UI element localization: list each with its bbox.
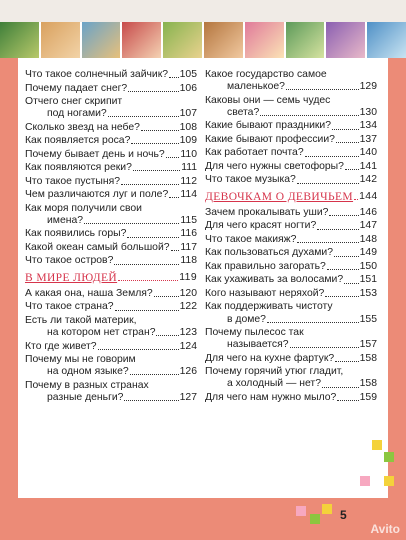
toc-entry-title: Что такое макияж? [205,233,297,245]
toc-page-number: 106 [179,82,197,94]
toc-page-number: 129 [359,81,377,93]
toc-entry [205,220,377,232]
photo-strip [0,22,406,58]
dot-leader [334,256,359,257]
toc-entry-row [205,353,377,365]
dot-leader [335,361,358,362]
photo-children-4 [122,22,161,58]
toc-entry-title: Какие бывают праздники? [205,120,331,132]
photo-children-8 [286,22,325,58]
toc-entry [25,315,197,339]
toc-page-number: 122 [179,301,197,313]
dot-leader [345,169,359,170]
decorative-square [384,452,394,462]
toc-entry [25,288,197,300]
dot-leader [297,183,359,184]
toc-page-number: 150 [359,260,377,272]
dot-leader [84,223,179,224]
toc-entry [25,135,197,147]
photo-children-1 [0,22,39,58]
toc-page-number: 119 [179,271,197,283]
toc-entry-row [25,135,197,147]
toc-page-number: 130 [359,106,377,118]
toc-entry-title: Для чего на кухне фартук? [205,352,335,364]
toc-page-number: 146 [359,206,377,218]
toc-entry-title: на одном языке? [47,366,129,378]
toc-entry-title: Как появляется роса? [25,135,131,147]
toc-entry [25,96,197,120]
photo-children-5 [163,22,202,58]
toc-entry [205,301,377,325]
toc-entry-title: Отчего снег скрипит [25,96,123,107]
toc-page-number: 137 [359,133,377,145]
dot-leader [169,197,179,198]
toc-entry-title: разные деньги? [47,391,124,403]
toc-entry-title: Как моря получили свои [25,202,142,214]
toc-entry-row [205,314,377,326]
decorative-square [384,476,394,486]
toc-entry [205,288,377,300]
toc-entry-title: маленькое? [227,81,285,93]
photo-children-6 [204,22,243,58]
toc-page-number: 141 [359,160,377,172]
toc-entry-row [205,261,377,273]
toc-entry-title: Почему мы не говорим [25,354,136,366]
toc-entry-title: Почему горячий утюг гладит, [205,366,344,378]
toc-entry-row [25,176,197,188]
toc-entry-row [25,392,197,404]
toc-entry [25,122,197,134]
toc-entry-row [25,327,197,339]
toc-entry [205,274,377,286]
toc-entry-row [25,122,197,134]
toc-entry-title: Что такое пустыня? [25,175,121,187]
toc-entry-title: Какое государство самое [205,69,327,80]
toc-entry-row [205,147,377,159]
photo-children-7 [245,22,284,58]
toc-page-number: 155 [359,313,377,325]
toc-entry-row [205,220,377,232]
dot-leader [133,170,180,171]
toc-entry-title: Почему бывает день и ночь? [25,148,165,160]
decorative-square [360,476,370,486]
dot-leader [325,296,358,297]
dot-leader [329,215,358,216]
toc-entry-row [205,274,377,286]
toc-entry-row [25,108,197,120]
toc-entry-row [25,83,197,95]
toc-entry-title: а холодный — нет? [227,378,321,390]
toc-page-number: 142 [359,174,377,186]
dot-leader [286,89,359,90]
toc-entry-title: Какой океан самый большой? [25,241,170,253]
dot-leader [118,280,178,281]
toc-entry-row [205,161,377,173]
toc-entry [205,392,377,404]
toc-entry-title: Какие бывают профессии? [205,133,335,145]
toc-entry [205,207,377,219]
dot-leader [154,296,179,297]
toc-entry [205,161,377,173]
toc-page-number: 144 [359,190,378,202]
decorative-square [372,440,382,450]
toc-entry [25,341,197,353]
photo-children-3 [82,22,121,58]
watermark: Avito [370,522,400,536]
section-title: ДЕВОЧКАМ О ДЕВИЧЬЕМ [205,190,354,203]
decorative-square [310,514,320,524]
toc-entry-row [205,288,377,300]
toc-entry-title: Что такое солнечный зайчик? [25,69,169,80]
toc-page-number: 126 [179,366,197,378]
dot-leader [297,242,358,243]
dot-leader [337,400,358,401]
decorative-square [372,464,382,474]
toc-entry-row [25,272,197,284]
dot-leader [267,322,359,323]
dot-leader [171,250,180,251]
photo-children-10 [367,22,406,58]
toc-entry-title: Кто где живет? [25,340,97,352]
toc-entry [25,380,197,404]
toc-entry-row [25,189,197,201]
toc-entry-row [205,107,377,119]
toc-entry-row [25,366,197,378]
toc-entry-title: Почему падает снег? [25,82,128,94]
toc-entry [205,327,377,351]
dot-leader [108,116,179,117]
toc-page-number: 148 [359,233,377,245]
toc-entry-row [205,339,377,351]
toc-entry-row [205,81,377,93]
dot-leader [98,349,179,350]
dot-leader [166,157,180,158]
toc-section-heading [205,191,377,203]
toc-entry [25,189,197,201]
toc-page-number: 107 [179,108,197,120]
toc-entry [25,83,197,95]
toc-page-number: 114 [180,189,197,201]
toc-entry-title: имена? [47,214,84,226]
toc-entry-title: называется? [227,339,289,351]
toc-entry [205,247,377,259]
toc-entry [205,261,377,273]
toc-entry [205,174,377,186]
toc-entry-row [205,392,377,404]
toc-entry-title: Что такое страна? [25,301,114,313]
toc-page-number: 108 [179,121,197,133]
toc-entry-title: Почему в разных странах [25,379,149,391]
toc-entry-title: Кого называют неряхой? [205,287,325,299]
page-number: 5 [340,508,347,522]
toc-entry-title: Почему пылесос так [205,327,304,339]
dot-leader [322,387,359,388]
toc-entry-row [205,191,377,203]
toc-page-number: 105 [179,69,197,80]
toc-entry-title: Как появляются реки? [25,162,132,174]
toc-entry-title: Зачем прокалывать уши? [205,206,329,218]
toc-page-number: 123 [179,327,197,339]
toc-left-column [25,69,197,405]
toc-page-number: 115 [180,214,197,226]
toc-page-number: 159 [359,391,377,403]
toc-entry-row [25,341,197,353]
toc-page-number: 149 [359,247,377,259]
toc-entry [205,366,377,390]
toc-entry-title: Как поддерживать чистоту [205,301,333,313]
toc-entry-title: Для чего красят ногти? [205,220,317,232]
toc-entry-row [205,378,377,390]
toc-entry-row [205,174,377,186]
toc-entry [25,228,197,240]
toc-entry-row [25,69,197,81]
toc-entry-row [25,162,197,174]
dot-leader [124,400,178,401]
toc-page-number: 110 [180,148,197,160]
dot-leader [156,335,178,336]
toc-entry-title: Есть ли такой материк, [25,314,137,326]
dot-leader [336,142,359,143]
section-title: В МИРЕ ЛЮДЕЙ [25,271,118,284]
dot-leader [169,77,179,78]
toc-entry-title: Сколько звезд на небе? [25,121,140,133]
toc-page-number: 147 [359,220,377,232]
dot-leader [131,143,178,144]
dot-leader [130,374,179,375]
toc-entry-title: Как появились горы? [25,228,127,240]
toc-entry [25,203,197,227]
toc-entry [205,353,377,365]
toc-entry [205,95,377,119]
toc-page-number: 134 [359,120,377,132]
toc-entry [25,162,197,174]
toc-entry [25,176,197,188]
dot-leader [115,310,179,311]
decorative-square [372,488,382,498]
toc-entry [205,69,377,93]
toc-entry-title: под ногами? [47,108,107,120]
dot-leader [127,237,179,238]
toc-page-number: 151 [359,274,377,286]
toc-page-number: 158 [359,352,377,364]
toc-entry-row [205,120,377,132]
toc-page-number: 124 [179,340,197,352]
toc-section-heading [25,272,197,284]
dot-leader [344,283,359,284]
toc-entry-title: Что такое остров? [25,255,114,267]
toc-entry-row [25,242,197,254]
toc-entry [25,301,197,313]
toc-entry-row [205,207,377,219]
toc-entry-title: света? [227,106,260,118]
toc-entry-title: Чем различаются луг и поле? [25,189,169,201]
dot-leader [317,229,358,230]
toc-entry-title: Как работает почта? [205,147,304,159]
toc-entry-title: в доме? [227,313,266,325]
decorative-square [322,504,332,514]
top-band [0,0,406,22]
toc-entry [25,255,197,267]
toc-entry-title: Что такое музыка? [205,174,296,186]
toc-page-number: 127 [179,391,197,403]
dot-leader [305,156,359,157]
toc-entry [205,134,377,146]
toc-entry-row [25,215,197,227]
toc-entry-title: Как ухаживать за волосами? [205,274,344,286]
toc-page-number: 158 [359,378,377,390]
toc-entry-title: Каковы они — семь чудес [205,94,331,106]
toc-entry-title: Как пользоваться духами? [205,247,334,259]
toc-entry-row [25,149,197,161]
toc-entry [25,69,197,81]
dot-leader [354,199,358,200]
toc-entry-row [205,247,377,259]
toc-page-number: 118 [180,255,197,267]
toc-entry-title: А какая она, наша Земля? [25,287,153,299]
toc-page-number: 117 [180,241,197,253]
toc-page-number: 112 [180,175,197,187]
toc-page-number: 111 [181,162,197,174]
toc-entry-row [25,228,197,240]
toc-entry-row [25,301,197,313]
toc-entry [205,234,377,246]
toc-entry-title: Для чего нам нужно мыло? [205,391,337,403]
toc-entry-row [25,255,197,267]
toc-entry-row [25,288,197,300]
toc-entry-title: на котором нет стран? [47,327,156,339]
toc-entry-title: Как правильно загорать? [205,260,326,272]
dot-leader [114,264,179,265]
toc-right-column [205,69,377,405]
photo-children-9 [326,22,365,58]
toc-entry [25,242,197,254]
toc-page-number: 157 [359,339,377,351]
toc-entry [205,147,377,159]
dot-leader [121,184,179,185]
toc-page-number: 140 [359,147,377,159]
photo-children-2 [41,22,80,58]
dot-leader [260,115,358,116]
toc-entry-row [205,134,377,146]
toc-entry [25,354,197,378]
toc-entry-row [205,234,377,246]
dot-leader [290,347,359,348]
toc-entry-title: Для чего нужны светофоры? [205,160,344,172]
toc-page-number: 116 [180,228,197,240]
toc-page-number: 153 [359,287,377,299]
dot-leader [128,91,178,92]
toc-entry [25,149,197,161]
toc-page-number: 120 [179,287,197,299]
toc-page-number: 109 [179,135,197,147]
dot-leader [332,129,359,130]
decorative-square [296,506,306,516]
dot-leader [141,130,179,131]
toc-entry [205,120,377,132]
dot-leader [327,269,359,270]
